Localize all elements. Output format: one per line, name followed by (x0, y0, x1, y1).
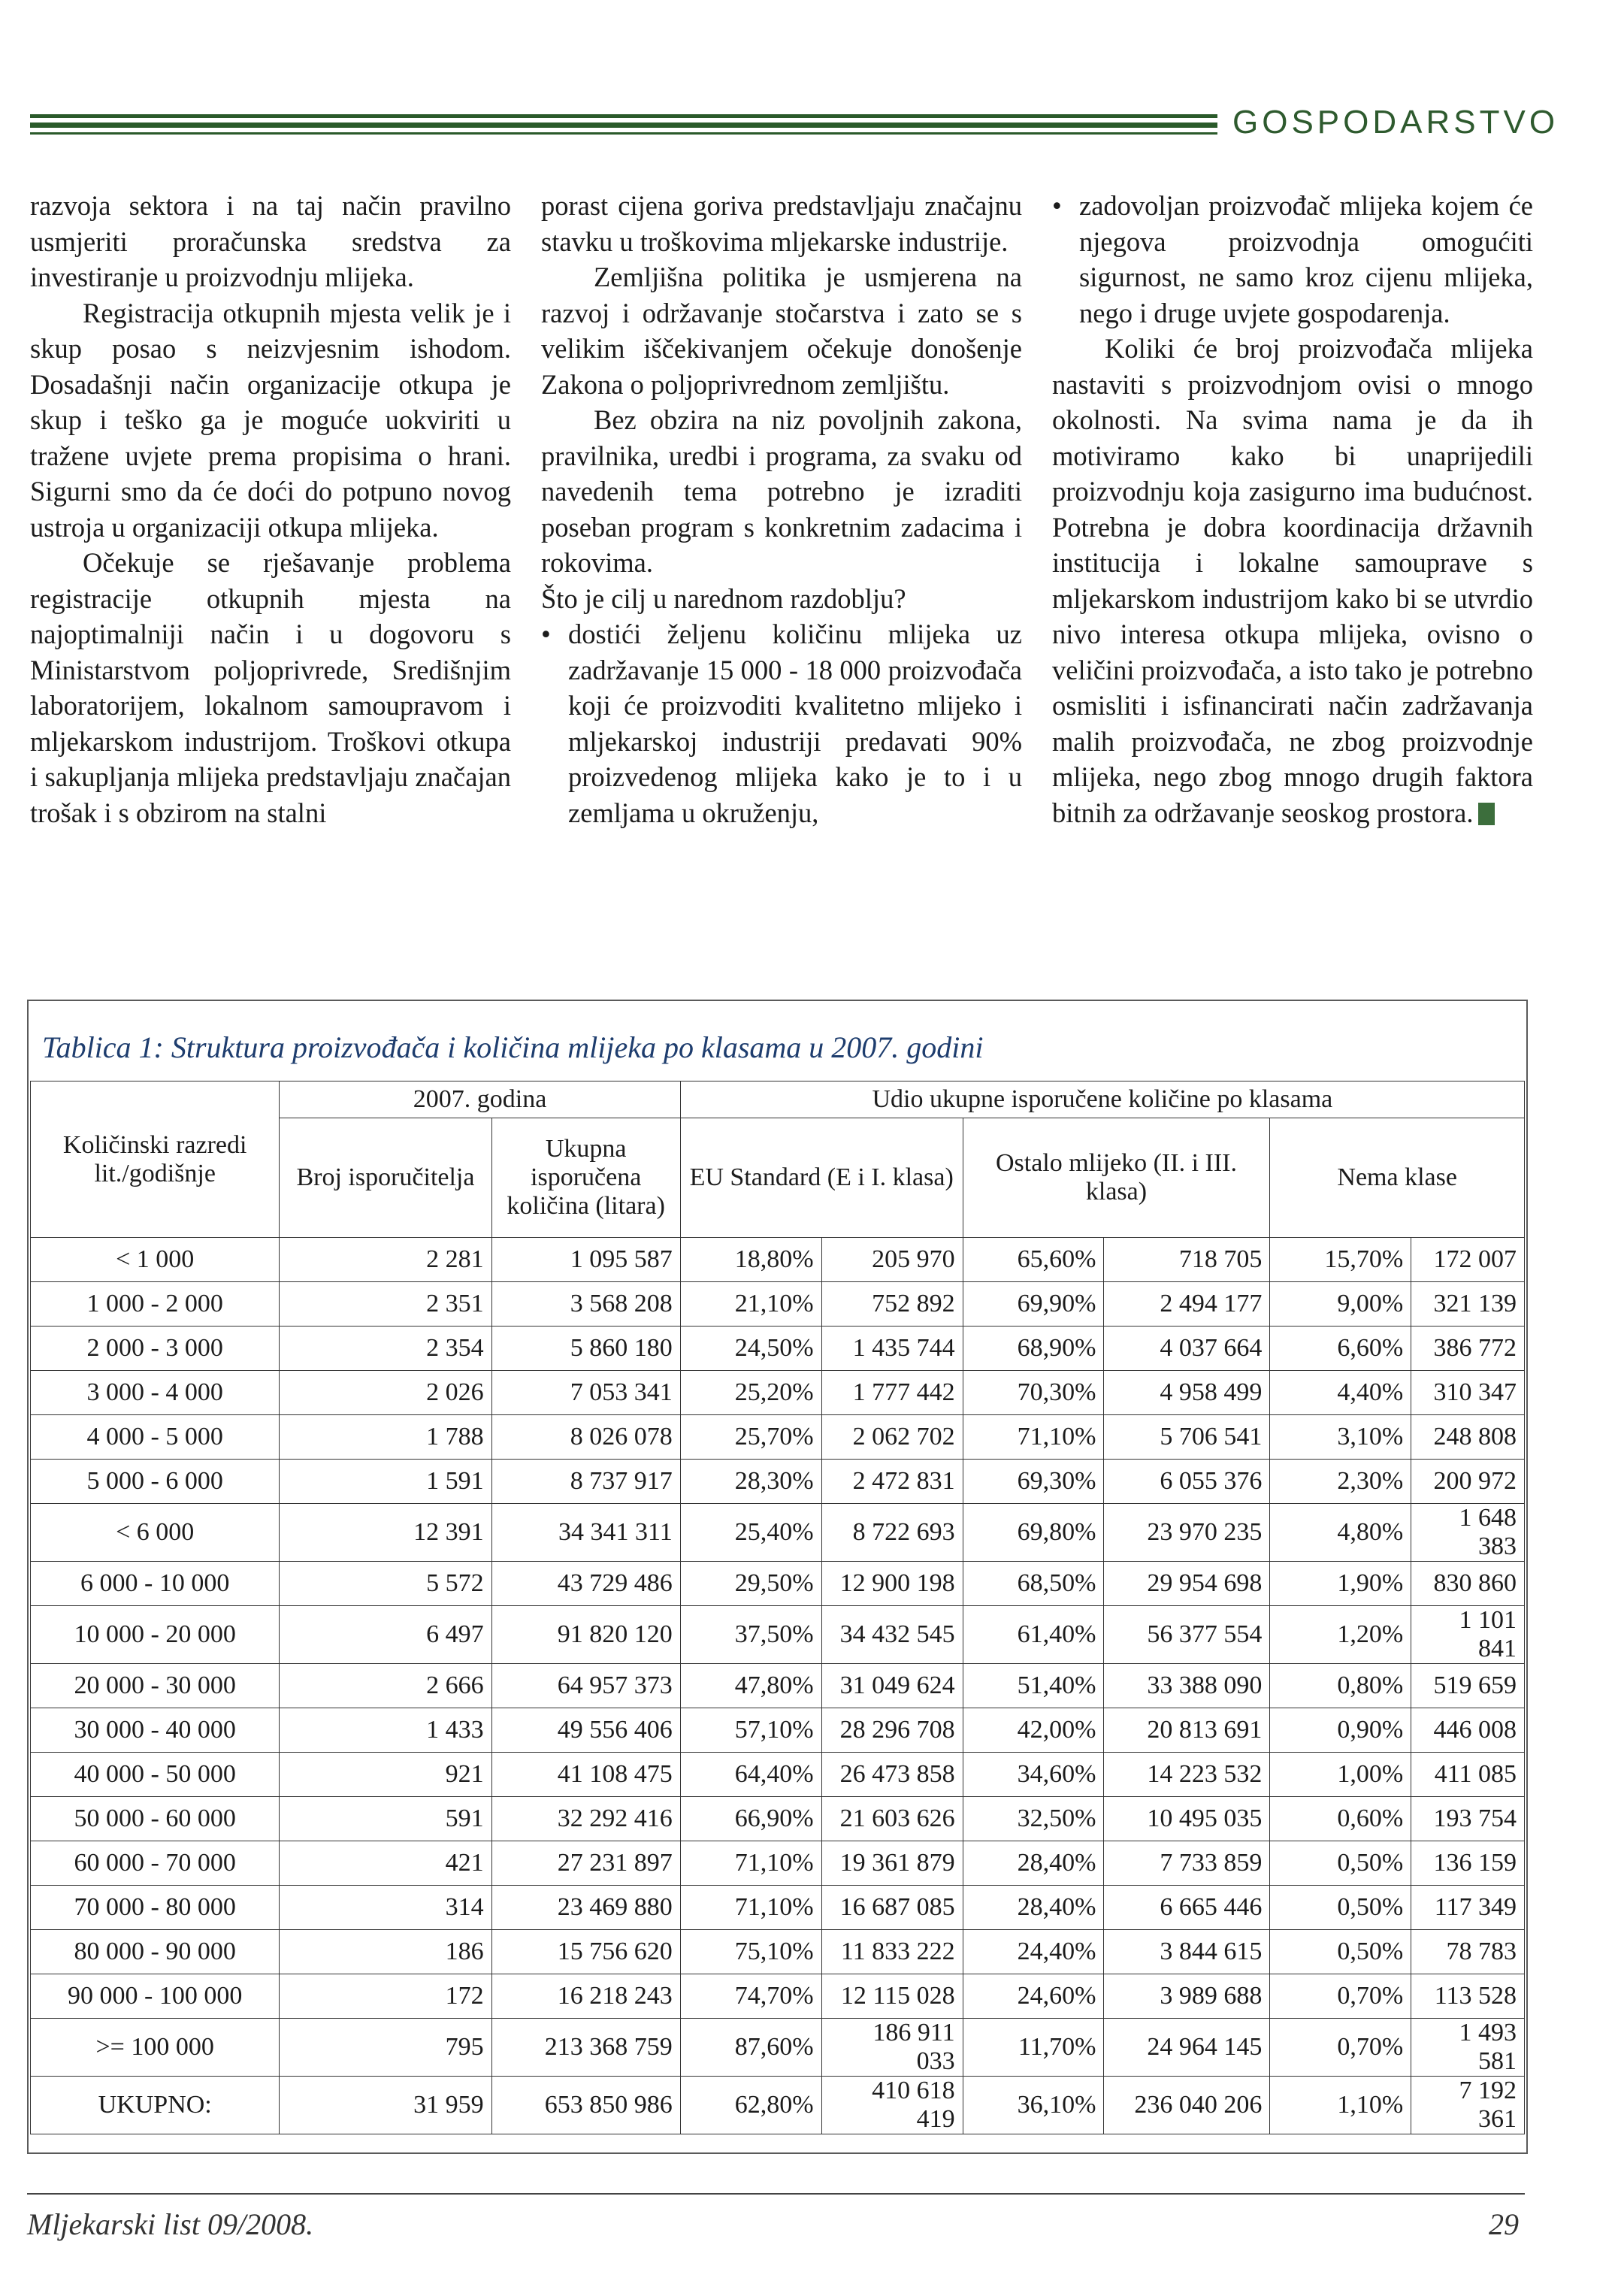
article-column-3 (1052, 188, 1533, 830)
paragraph: Registracija otkupnih mjesta velik je i skup posao s neizvjesnim ishodom. Dosadašnji način organizacije otkupa je skup i teško ga je moguće uokviriti u tražene uvjete prema propisima o hrani. Sigurni smo da će doći do potpuno novog ustroja u organizaciji otkupa mlijeka. (30, 297, 511, 543)
table-cell: 718 705 (1104, 1238, 1270, 1282)
table-cell: 23 469 880 (491, 1886, 680, 1930)
table-cell: 25,70% (680, 1415, 821, 1460)
table-cell: 21,10% (680, 1282, 821, 1327)
table-cell: 69,90% (963, 1282, 1104, 1327)
table-cell: 71,10% (963, 1415, 1104, 1460)
paragraph (1052, 331, 1533, 830)
bullet-item (541, 616, 1022, 830)
table-cell: 113 528 (1411, 1974, 1525, 2019)
paragraph: porast cijena goriva predstavljaju značajnu stavku u troškovima mljekarske industrije. (541, 190, 1022, 257)
table-cell: 2 062 702 (821, 1415, 963, 1460)
table-cell: 64,40% (680, 1753, 821, 1797)
table-cell: 12 391 (280, 1504, 491, 1562)
end-of-article-mark-icon (1478, 803, 1495, 825)
table-cell: 27 231 897 (491, 1841, 680, 1886)
table-cell: 25,40% (680, 1504, 821, 1562)
table-row (31, 1753, 1525, 1797)
table-row (31, 1708, 1525, 1753)
table-cell: 795 (280, 2019, 491, 2077)
table-row (31, 1371, 1525, 1415)
table-cell: 205 970 (821, 1238, 963, 1282)
header-rules (30, 114, 1217, 139)
paragraph: Bez obzira na niz povoljnih zakona, pravilnika, uredbi i programa, za svaku od navedenih tema potrebno je izraditi poseban program s konkretnim zadacima i rokovima. (541, 404, 1022, 578)
table-cell: 1 777 442 (821, 1371, 963, 1415)
table-cell: 28,40% (963, 1886, 1104, 1930)
table-cell: 6 055 376 (1104, 1460, 1270, 1504)
table-cell: 2 026 (280, 1371, 491, 1415)
table-row (31, 1841, 1525, 1886)
table-cell: 186 911 033 (821, 2019, 963, 2077)
table-cell: 68,90% (963, 1327, 1104, 1371)
table-cell: 248 808 (1411, 1415, 1525, 1460)
table-cell: 37,50% (680, 1606, 821, 1664)
table-cell: 411 085 (1411, 1753, 1525, 1797)
table-cell: 4 037 664 (1104, 1327, 1270, 1371)
table-row (31, 1415, 1525, 1460)
table-cell: 71,10% (680, 1841, 821, 1886)
table-cell: 0,50% (1270, 1886, 1411, 1930)
table-cell: 5 706 541 (1104, 1415, 1270, 1460)
table-cell: 42,00% (963, 1708, 1104, 1753)
table-title: Tablica 1: Struktura proizvođača i količina mlijeka po klasama u 2007. godini (42, 1030, 984, 1064)
table-cell: 5 000 - 6 000 (31, 1460, 280, 1504)
table-cell: 69,80% (963, 1504, 1104, 1562)
table-cell: 19 361 879 (821, 1841, 963, 1886)
table-cell: 2,30% (1270, 1460, 1411, 1504)
table-cell: 3 989 688 (1104, 1974, 1270, 2019)
table-cell: 18,80% (680, 1238, 821, 1282)
table-cell: 321 139 (1411, 1282, 1525, 1327)
table-cell: 40 000 - 50 000 (31, 1753, 280, 1797)
table-cell: 23 970 235 (1104, 1504, 1270, 1562)
table-row (31, 1664, 1525, 1708)
table-row (31, 1606, 1525, 1664)
table-cell: 29 954 698 (1104, 1562, 1270, 1606)
table-cell: 4 958 499 (1104, 1371, 1270, 1415)
table-row (31, 1460, 1525, 1504)
paragraph: Zemljišna politika je usmjerena na razvoj i održavanje stočarstva i zato se s velikim iščekivanjem očekuje donošenje Zakona o poljoprivrednom zemljištu. (541, 262, 1022, 400)
table-cell: 91 820 120 (491, 1606, 680, 1664)
table-cell: 70,30% (963, 1371, 1104, 1415)
header-broj: Broj isporučitelja (280, 1118, 491, 1238)
table-row (31, 1930, 1525, 1974)
table-cell: 34 341 311 (491, 1504, 680, 1562)
table-cell: 41 108 475 (491, 1753, 680, 1797)
table-cell: 236 040 206 (1104, 2077, 1270, 2134)
table-cell: 3,10% (1270, 1415, 1411, 1460)
table-cell: 8 722 693 (821, 1504, 963, 1562)
table-row (31, 1562, 1525, 1606)
table-cell: 10 495 035 (1104, 1797, 1270, 1841)
table-row (31, 1282, 1525, 1327)
table-cell: 0,90% (1270, 1708, 1411, 1753)
table-cell: 2 000 - 3 000 (31, 1327, 280, 1371)
table-cell: 33 388 090 (1104, 1664, 1270, 1708)
table-cell: 8 737 917 (491, 1460, 680, 1504)
table-cell: 0,70% (1270, 1974, 1411, 2019)
table-cell: 6 665 446 (1104, 1886, 1270, 1930)
table-cell: 172 007 (1411, 1238, 1525, 1282)
table-cell: 20 813 691 (1104, 1708, 1270, 1753)
bullet-text: zadovoljan proizvođač mlijeka kojem će njegova proizvodnja omogućiti sigurnost, ne samo kroz cijenu mlijeka, nego i druge uvjete gospodarenja. (1079, 190, 1533, 328)
table-cell: 78 783 (1411, 1930, 1525, 1974)
table-cell: 64 957 373 (491, 1664, 680, 1708)
table-row (31, 1974, 1525, 2019)
table-row (31, 2077, 1525, 2134)
table-cell: 0,60% (1270, 1797, 1411, 1841)
article-column-1 (30, 188, 511, 830)
table-cell: < 1 000 (31, 1238, 280, 1282)
header-ostalo: Ostalo mlijeko (II. i III. klasa) (963, 1118, 1270, 1238)
table-cell: UKUPNO: (31, 2077, 280, 2134)
header-ukupna: Ukupna isporučena količina (litara) (491, 1118, 680, 1238)
table-cell: 3 568 208 (491, 1282, 680, 1327)
table-cell: 1,00% (1270, 1753, 1411, 1797)
table-cell: 66,90% (680, 1797, 821, 1841)
table-cell: 7 733 859 (1104, 1841, 1270, 1886)
table-cell: 43 729 486 (491, 1562, 680, 1606)
table-cell: 213 368 759 (491, 2019, 680, 2077)
table-cell: 1 493 581 (1411, 2019, 1525, 2077)
table-cell: 70 000 - 80 000 (31, 1886, 280, 1930)
table-cell: 2 351 (280, 1282, 491, 1327)
table-cell: 200 972 (1411, 1460, 1525, 1504)
table-cell: 193 754 (1411, 1797, 1525, 1841)
table-cell: 10 000 - 20 000 (31, 1606, 280, 1664)
table-cell: 24,40% (963, 1930, 1104, 1974)
table-cell: 1 591 (280, 1460, 491, 1504)
table-cell: 1 433 (280, 1708, 491, 1753)
table-cell: 2 354 (280, 1327, 491, 1371)
table-cell: 6,60% (1270, 1327, 1411, 1371)
table-cell: 49 556 406 (491, 1708, 680, 1753)
table-cell: 1 101 841 (1411, 1606, 1525, 1664)
table-cell: 20 000 - 30 000 (31, 1664, 280, 1708)
table-cell: 1 648 383 (1411, 1504, 1525, 1562)
table-cell: 1,90% (1270, 1562, 1411, 1606)
table-cell: 60 000 - 70 000 (31, 1841, 280, 1886)
page-header (30, 105, 1593, 150)
question-line: Što je cilj u narednom razdoblju? (541, 582, 906, 614)
table-cell: 1 000 - 2 000 (31, 1282, 280, 1327)
table-cell: 34 432 545 (821, 1606, 963, 1664)
table-row (31, 1327, 1525, 1371)
table-body (31, 1238, 1525, 2134)
table-cell: 1,20% (1270, 1606, 1411, 1664)
table-cell: 519 659 (1411, 1664, 1525, 1708)
table-row (31, 1238, 1525, 1282)
header-group-year: 2007. godina (280, 1081, 680, 1118)
table-cell: >= 100 000 (31, 2019, 280, 2077)
table-cell: 8 026 078 (491, 1415, 680, 1460)
table-cell: 24,60% (963, 1974, 1104, 2019)
table-cell: 2 281 (280, 1238, 491, 1282)
table-cell: 26 473 858 (821, 1753, 963, 1797)
table-cell: 15,70% (1270, 1238, 1411, 1282)
table-cell: 11,70% (963, 2019, 1104, 2077)
table-row (31, 1797, 1525, 1841)
table-cell: 386 772 (1411, 1327, 1525, 1371)
bullet-icon: • (541, 619, 551, 649)
table-cell: 410 618 419 (821, 2077, 963, 2134)
table-cell: 2 494 177 (1104, 1282, 1270, 1327)
table-cell: 50 000 - 60 000 (31, 1797, 280, 1841)
table-cell: 12 115 028 (821, 1974, 963, 2019)
header-nema-klase: Nema klase (1270, 1118, 1525, 1238)
table-cell: 752 892 (821, 1282, 963, 1327)
table-cell: 5 572 (280, 1562, 491, 1606)
table-cell: 61,40% (963, 1606, 1104, 1664)
table-cell: 71,10% (680, 1886, 821, 1930)
table-cell: 310 347 (1411, 1371, 1525, 1415)
table-cell: 0,50% (1270, 1930, 1411, 1974)
table-cell: 591 (280, 1797, 491, 1841)
table-cell: 314 (280, 1886, 491, 1930)
table-frame (27, 1000, 1528, 2154)
section-title: GOSPODARSTVO (1232, 104, 1559, 141)
page-number: 29 (1489, 2207, 1519, 2241)
table-cell: 30 000 - 40 000 (31, 1708, 280, 1753)
table-cell: 0,50% (1270, 1841, 1411, 1886)
table-cell: 9,00% (1270, 1282, 1411, 1327)
table-cell: 32,50% (963, 1797, 1104, 1841)
table-cell: 36,10% (963, 2077, 1104, 2134)
table-cell: 31 959 (280, 2077, 491, 2134)
table-cell: 75,10% (680, 1930, 821, 1974)
table-cell: 4 000 - 5 000 (31, 1415, 280, 1460)
table-cell: 47,80% (680, 1664, 821, 1708)
header-eu-standard: EU Standard (E i I. klasa) (680, 1118, 963, 1238)
table-cell: 186 (280, 1930, 491, 1974)
table-cell: 7 053 341 (491, 1371, 680, 1415)
table-cell: 15 756 620 (491, 1930, 680, 1974)
table-cell: 6 497 (280, 1606, 491, 1664)
table-cell: 25,20% (680, 1371, 821, 1415)
header-razredi: Količinski razredi lit./godišnje (31, 1081, 280, 1238)
table-cell: 117 349 (1411, 1886, 1525, 1930)
table-cell: 24 964 145 (1104, 2019, 1270, 2077)
table-cell: 90 000 - 100 000 (31, 1974, 280, 2019)
table-cell: 16 218 243 (491, 1974, 680, 2019)
table-cell: 421 (280, 1841, 491, 1886)
table-cell: 0,70% (1270, 2019, 1411, 2077)
table-cell: 51,40% (963, 1664, 1104, 1708)
bullet-icon: • (1052, 190, 1062, 221)
data-table (30, 1081, 1525, 2134)
table-cell: 28,30% (680, 1460, 821, 1504)
table-cell: 7 192 361 (1411, 2077, 1525, 2134)
table-cell: 28,40% (963, 1841, 1104, 1886)
paragraph: Očekuje se rješavanje problema registracije otkupnih mjesta na najoptimalniji način i u dogovoru s Ministarstvom poljoprivrede, Središnjim laboratorijem, lokalnom samoupravom i mljekarskom industrijom. Troškovi otkupa i sakupljanja mlijeka predstavljaju značajan trošak i s obzirom na stalni (30, 547, 511, 828)
table-cell: 3 844 615 (1104, 1930, 1270, 1974)
table-cell: 31 049 624 (821, 1664, 963, 1708)
closing-paragraph-text: Koliki će broj proizvođača mlijeka nastaviti s proizvodnjom ovisi o mnogo okolnosti. Na svima nama je da ih motiviramo kako bi unaprijedili proizvodnju koja zasigurno ima budućnost. Potrebna je dobra koordinacija državnih institucija i lokalne samouprave s mljekarskom industrijom kako bi se utvrdio nivo interesa otkupa mlijeka, ovisno o veličini proizvođača, a isto tako je potrebno osmisliti i isfinancirati način zadržavanja malih proizvođača, ne zbog proizvodnje mlijeka, nego zbog mnogo drugih faktora bitnih za održavanje seoskog prostora. (1052, 333, 1533, 828)
table-cell: 5 860 180 (491, 1327, 680, 1371)
table-cell: 28 296 708 (821, 1708, 963, 1753)
table-cell: 57,10% (680, 1708, 821, 1753)
table-cell: 80 000 - 90 000 (31, 1930, 280, 1974)
table-cell: 11 833 222 (821, 1930, 963, 1974)
table-cell: 12 900 198 (821, 1562, 963, 1606)
table-cell: 3 000 - 4 000 (31, 1371, 280, 1415)
table-cell: 136 159 (1411, 1841, 1525, 1886)
table-row (31, 2019, 1525, 2077)
table-cell: 2 666 (280, 1664, 491, 1708)
paragraph: razvoja sektora i na taj način pravilno usmjeriti proračunska sredstva za investiranje u proizvodnju mlijeka. (30, 190, 511, 292)
table-cell: 56 377 554 (1104, 1606, 1270, 1664)
table-cell: 1 788 (280, 1415, 491, 1460)
table-cell: 24,50% (680, 1327, 821, 1371)
bullet-item (1052, 188, 1533, 331)
table-cell: < 6 000 (31, 1504, 280, 1562)
table-cell: 6 000 - 10 000 (31, 1562, 280, 1606)
footer-rule (27, 2193, 1525, 2195)
bullet-text: dostići željenu količinu mlijeka uz zadržavanje 15 000 - 18 000 proizvođača koji će proizvoditi kvalitetno mlijeko i mljekarskoj industriji predavati 90% proizvedenog mlijeka kako je to i u zemljama u okruženju, (568, 619, 1022, 828)
table-cell: 74,70% (680, 1974, 821, 2019)
table-cell: 21 603 626 (821, 1797, 963, 1841)
table-cell: 653 850 986 (491, 2077, 680, 2134)
table-cell: 4,40% (1270, 1371, 1411, 1415)
table-cell: 0,80% (1270, 1664, 1411, 1708)
table-cell: 172 (280, 1974, 491, 2019)
table-cell: 2 472 831 (821, 1460, 963, 1504)
table-cell: 16 687 085 (821, 1886, 963, 1930)
table-row (31, 1886, 1525, 1930)
table-cell: 69,30% (963, 1460, 1104, 1504)
header-group-share: Udio ukupne isporučene količine po klasama (680, 1081, 1524, 1118)
table-cell: 1,10% (1270, 2077, 1411, 2134)
table-cell: 921 (280, 1753, 491, 1797)
table-cell: 65,60% (963, 1238, 1104, 1282)
table-cell: 32 292 416 (491, 1797, 680, 1841)
table-cell: 1 095 587 (491, 1238, 680, 1282)
table-cell: 87,60% (680, 2019, 821, 2077)
table-cell: 1 435 744 (821, 1327, 963, 1371)
table-cell: 4,80% (1270, 1504, 1411, 1562)
article-column-2 (541, 188, 1022, 830)
table-cell: 29,50% (680, 1562, 821, 1606)
table-cell: 830 860 (1411, 1562, 1525, 1606)
journal-issue: Mljekarski list 09/2008. (27, 2207, 314, 2241)
table-cell: 68,50% (963, 1562, 1104, 1606)
table-row (31, 1504, 1525, 1562)
table-cell: 446 008 (1411, 1708, 1525, 1753)
table-cell: 34,60% (963, 1753, 1104, 1797)
table-cell: 62,80% (680, 2077, 821, 2134)
article-body (30, 188, 1533, 977)
table-cell: 14 223 532 (1104, 1753, 1270, 1797)
